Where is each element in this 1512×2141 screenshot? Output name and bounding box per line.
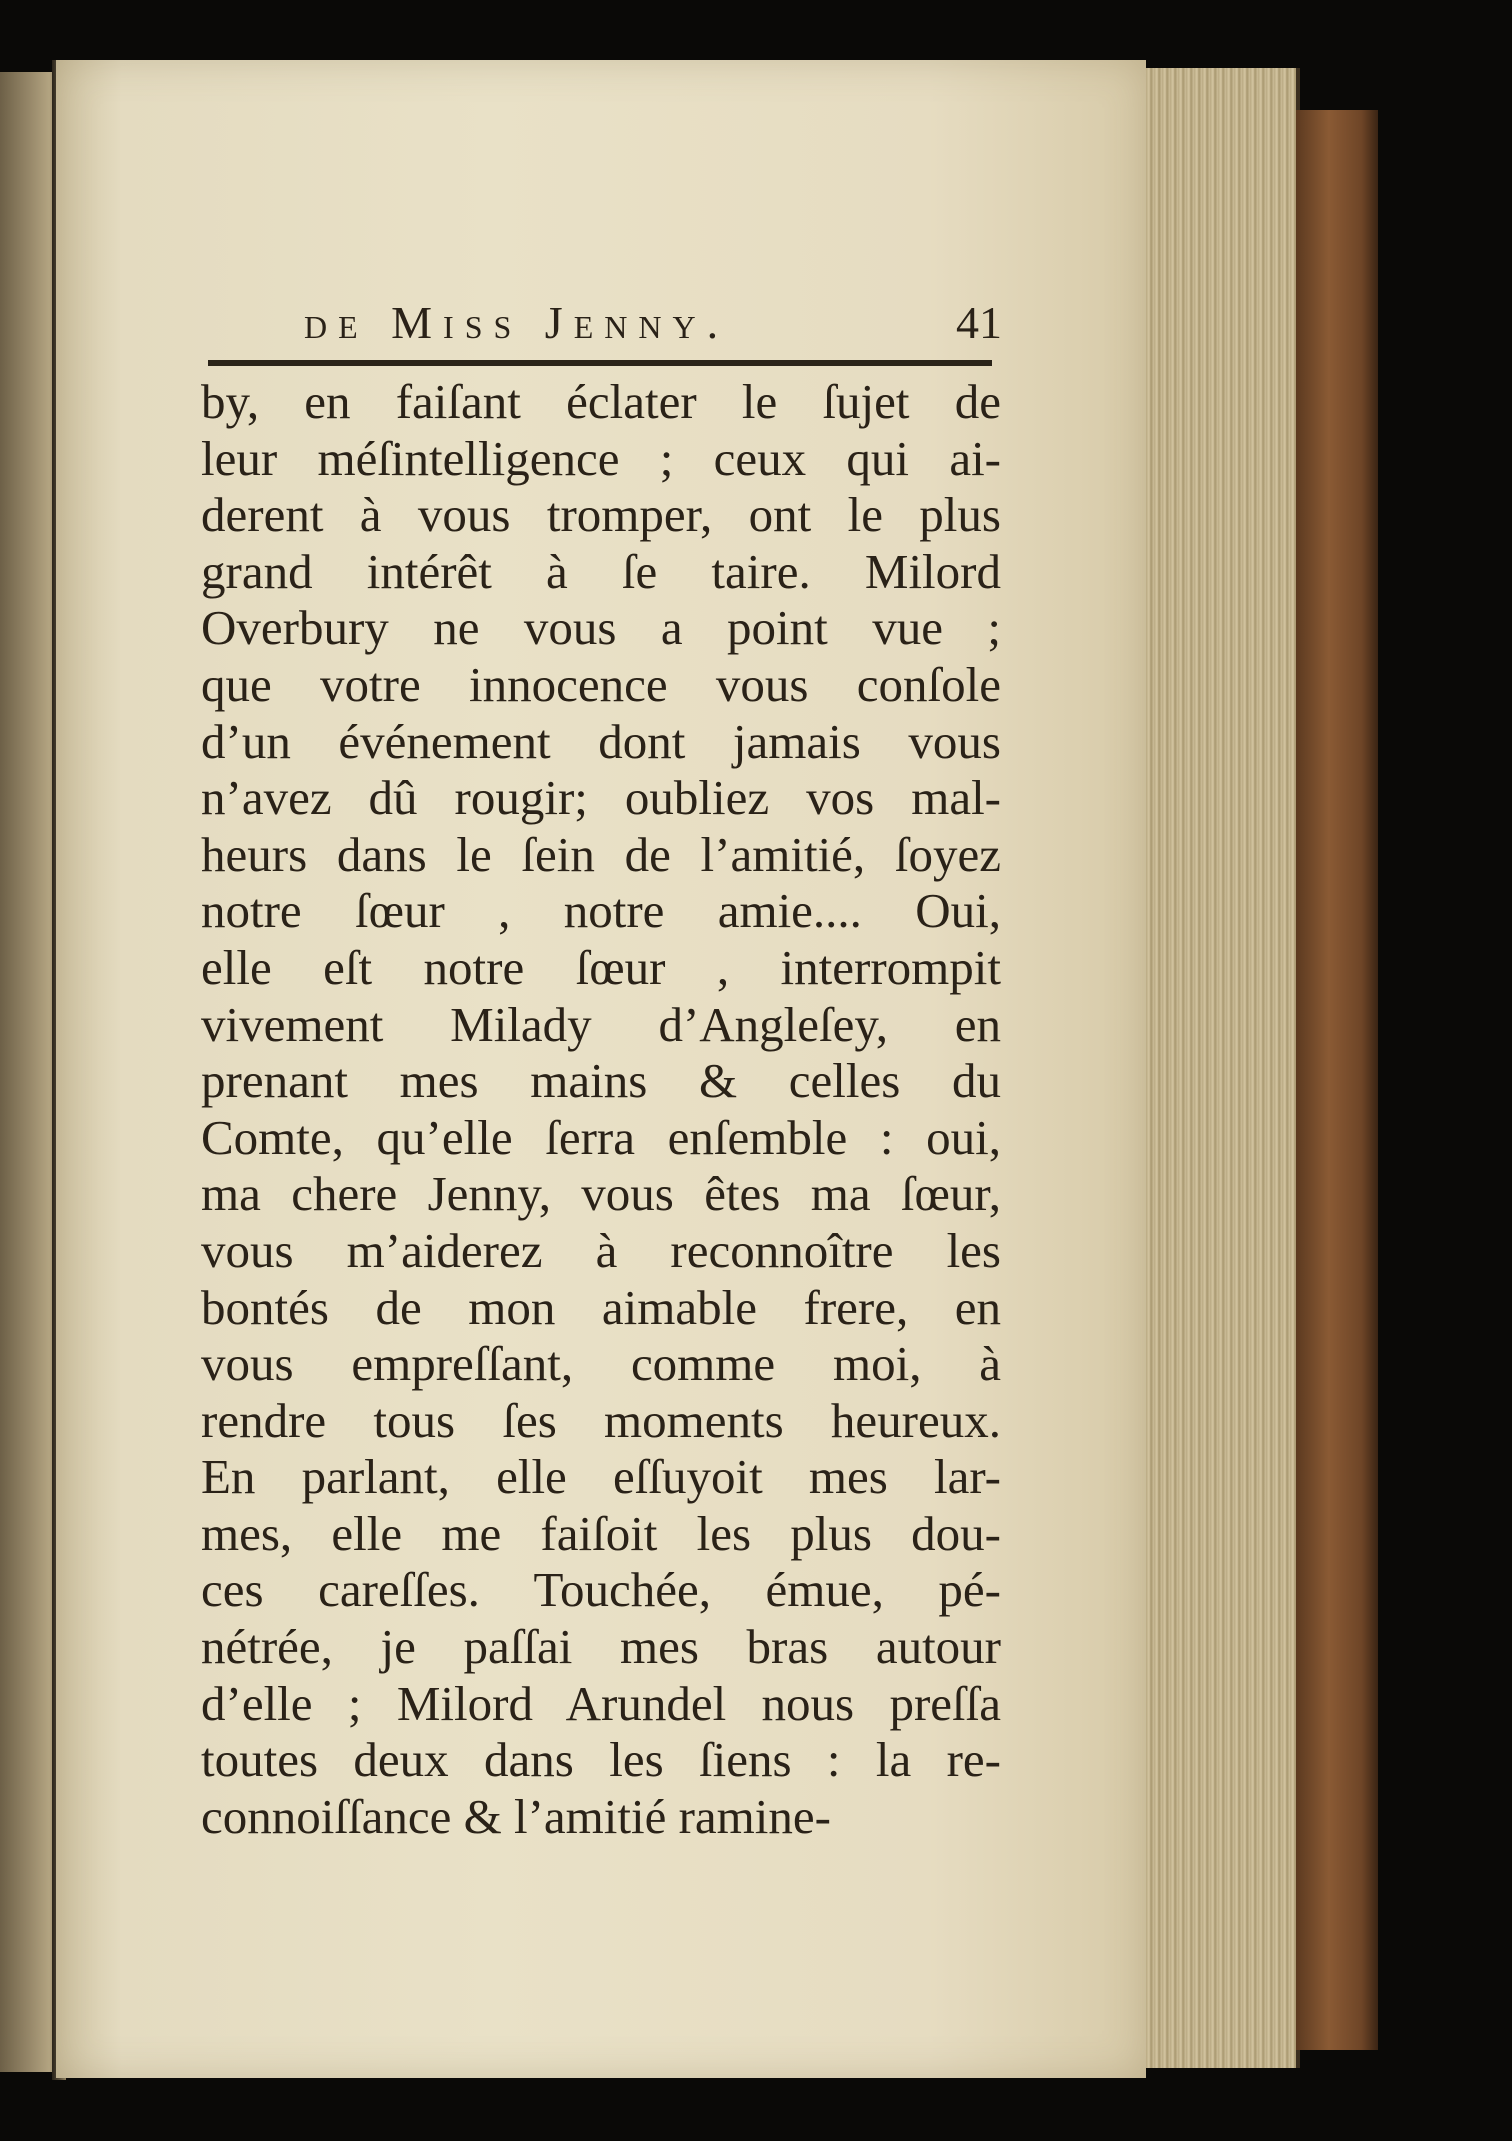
text-line: ma chere Jenny, vous êtes ma ſœur, xyxy=(201,1166,1001,1222)
text-line: d’un événement dont jamais vous xyxy=(201,713,1001,769)
previous-page-edge xyxy=(0,72,58,2072)
text-line: heurs dans le ſein de l’amitié, ſoyez xyxy=(201,826,1001,882)
text-line: ces careſſes. Touchée, émue, pé- xyxy=(201,1562,1001,1618)
text-line: prenant mes mains & celles du xyxy=(201,1053,1001,1109)
page-number: 41 xyxy=(956,297,1002,348)
header-rule xyxy=(208,360,992,366)
text-line: leur méſintelligence ; ceux qui ai- xyxy=(201,430,1001,486)
text-line: Overbury ne vous a point vue ; xyxy=(201,600,1001,656)
running-head xyxy=(304,296,1004,352)
text-line: by, en faiſant éclater le ſujet de xyxy=(201,374,1001,429)
body-text xyxy=(201,374,1001,1845)
text-line: vous m’aiderez à reconnoître les xyxy=(201,1222,1001,1278)
text-line: bontés de mon aimable frere, en xyxy=(201,1279,1001,1335)
running-head-title: de Miss Jenny. xyxy=(304,297,730,348)
text-line: d’elle ; Milord Arundel nous preſſa xyxy=(201,1675,1001,1731)
text-line: n’avez dû rougir; oubliez vos mal- xyxy=(201,770,1001,826)
text-line: toutes deux dans les ſiens : la re- xyxy=(201,1732,1001,1788)
text-line: elle eſt notre ſœur , interrompit xyxy=(201,939,1001,995)
text-line: que votre innocence vous conſole xyxy=(201,656,1001,712)
text-line: connoiſſance & l’amitié ramine- xyxy=(201,1788,831,1844)
text-line: derent à vous tromper, ont le plus xyxy=(201,487,1001,543)
text-line: Comte, qu’elle ſerra enſemble : oui, xyxy=(201,1109,1001,1165)
text-line: mes, elle me faiſoit les plus dou- xyxy=(201,1505,1001,1561)
text-line: rendre tous ſes moments heureux. xyxy=(201,1392,1001,1448)
text-line: grand intérêt à ſe taire. Milord xyxy=(201,543,1001,599)
text-line: notre ſœur , notre amie.... Oui, xyxy=(201,883,1001,939)
text-line: nétrée, je paſſai mes bras autour xyxy=(201,1619,1001,1675)
page-block-edges xyxy=(1146,68,1300,2068)
book-cover-edge xyxy=(1296,110,1378,2050)
book-page xyxy=(56,60,1146,2078)
text-line: vivement Milady d’Angleſey, en xyxy=(201,996,1001,1052)
text-line: vous empreſſant, comme moi, à xyxy=(201,1336,1001,1392)
text-line: En parlant, elle eſſuyoit mes lar- xyxy=(201,1449,1001,1505)
